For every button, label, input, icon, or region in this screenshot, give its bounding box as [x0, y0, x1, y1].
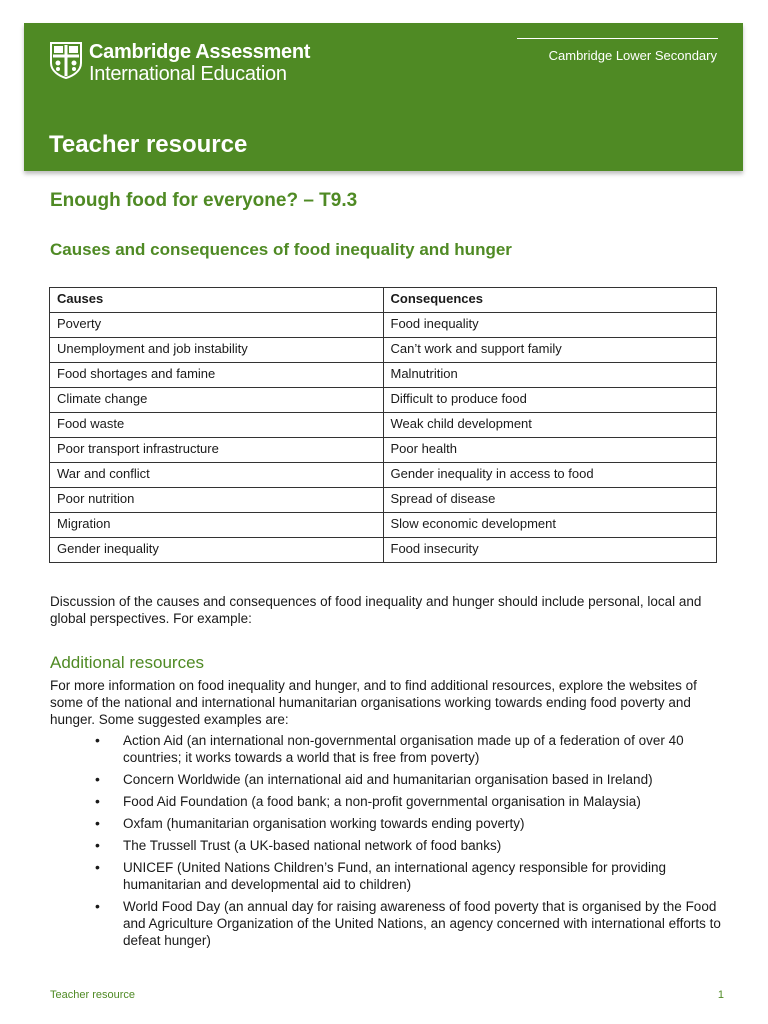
table-row: [50, 488, 717, 513]
consequence-cell: Food inequality: [383, 313, 717, 338]
cause-cell: Poor nutrition: [50, 488, 384, 513]
table-header-row: [50, 288, 717, 313]
resources-list: [95, 732, 725, 954]
table-row: [50, 438, 717, 463]
document-title: Enough food for everyone? – T9.3: [50, 190, 358, 211]
university-shield-icon: [49, 41, 83, 79]
table-row: [50, 388, 717, 413]
consequence-cell: Difficult to produce food: [383, 388, 717, 413]
list-item-text: Action Aid (an international non-governmental organisation made up of a federation of over 40 countries; it works towards a world that is free from poverty): [123, 733, 684, 765]
cause-cell: Gender inequality: [50, 538, 384, 563]
page-number: 1: [717, 989, 724, 1001]
consequence-cell: Gender inequality in access to food: [383, 463, 717, 488]
list-item-text: Food Aid Foundation (a food bank; a non-profit governmental organisation in Malaysia): [123, 794, 641, 809]
cause-cell: War and conflict: [50, 463, 384, 488]
cause-cell: Poverty: [50, 313, 384, 338]
bullet-icon: •: [95, 859, 100, 875]
bullet-icon: •: [95, 793, 100, 809]
list-item-text: The Trussell Trust (a UK-based national network of food banks): [123, 838, 502, 853]
bullet-icon: •: [95, 898, 100, 914]
list-item-text: UNICEF (United Nations Children’s Fund, an international agency responsible for providing humanitarian and developmental aid to children): [123, 860, 667, 892]
consequence-cell: Spread of disease: [383, 488, 717, 513]
cause-cell: Migration: [50, 513, 384, 538]
table-row: [50, 338, 717, 363]
consequence-cell: Slow economic development: [383, 513, 717, 538]
additional-resources-intro: For more information on food inequality and hunger, and to find additional resources, explore the websites of some of the national and international humanitarian organisations working towards ending food poverty and hunger. Some suggested examples are:: [50, 678, 697, 727]
column-header-causes: Causes: [50, 288, 384, 313]
column-header-consequences: Consequences: [383, 288, 717, 313]
programme-label: Cambridge Lower Secondary: [548, 48, 717, 63]
header-rule: [517, 38, 718, 39]
discussion-paragraph: Discussion of the causes and consequences of food inequality and hunger should include personal, local and global perspectives. For example:: [50, 594, 702, 626]
list-item-text: Oxfam (humanitarian organisation working towards ending poverty): [123, 816, 525, 831]
list-item: [95, 859, 725, 893]
org-name-line2: International Education: [89, 63, 287, 85]
table-row: [50, 313, 717, 338]
bullet-icon: •: [95, 732, 100, 748]
org-logo: [49, 41, 310, 85]
consequence-cell: Poor health: [383, 438, 717, 463]
list-item: [95, 898, 725, 949]
resource-type-title: Teacher resource: [49, 131, 248, 158]
footer-label: Teacher resource: [50, 989, 135, 1001]
list-item: [95, 837, 725, 854]
list-item-text: World Food Day (an annual day for raising awareness of food poverty that is organised by the Food and Agriculture Organization of the United Nations, an agency concerned with international efforts to defeat hunger): [123, 899, 721, 948]
table-row: [50, 513, 717, 538]
bullet-icon: •: [95, 815, 100, 831]
cause-cell: Food shortages and famine: [50, 363, 384, 388]
list-item-text: Concern Worldwide (an international aid and humanitarian organisation based in Ireland): [123, 772, 653, 787]
list-item: [95, 815, 725, 832]
consequence-cell: Food insecurity: [383, 538, 717, 563]
cause-cell: Unemployment and job instability: [50, 338, 384, 363]
cause-cell: Food waste: [50, 413, 384, 438]
list-item: [95, 732, 725, 766]
header-banner: [24, 23, 743, 171]
additional-resources-heading: Additional resources: [50, 653, 205, 672]
cause-cell: Poor transport infrastructure: [50, 438, 384, 463]
table-row: [50, 363, 717, 388]
org-name-line1: Cambridge Assessment: [89, 41, 311, 63]
document-subtitle: Causes and consequences of food inequality and hunger: [50, 240, 512, 259]
list-item: [95, 793, 725, 810]
consequence-cell: Can’t work and support family: [383, 338, 717, 363]
bullet-icon: •: [95, 771, 100, 787]
consequence-cell: Malnutrition: [383, 363, 717, 388]
consequence-cell: Weak child development: [383, 413, 717, 438]
table-row: [50, 413, 717, 438]
causes-consequences-table: [49, 287, 717, 563]
cause-cell: Climate change: [50, 388, 384, 413]
table-row: [50, 463, 717, 488]
list-item: [95, 771, 725, 788]
table-row: [50, 538, 717, 563]
bullet-icon: •: [95, 837, 100, 853]
